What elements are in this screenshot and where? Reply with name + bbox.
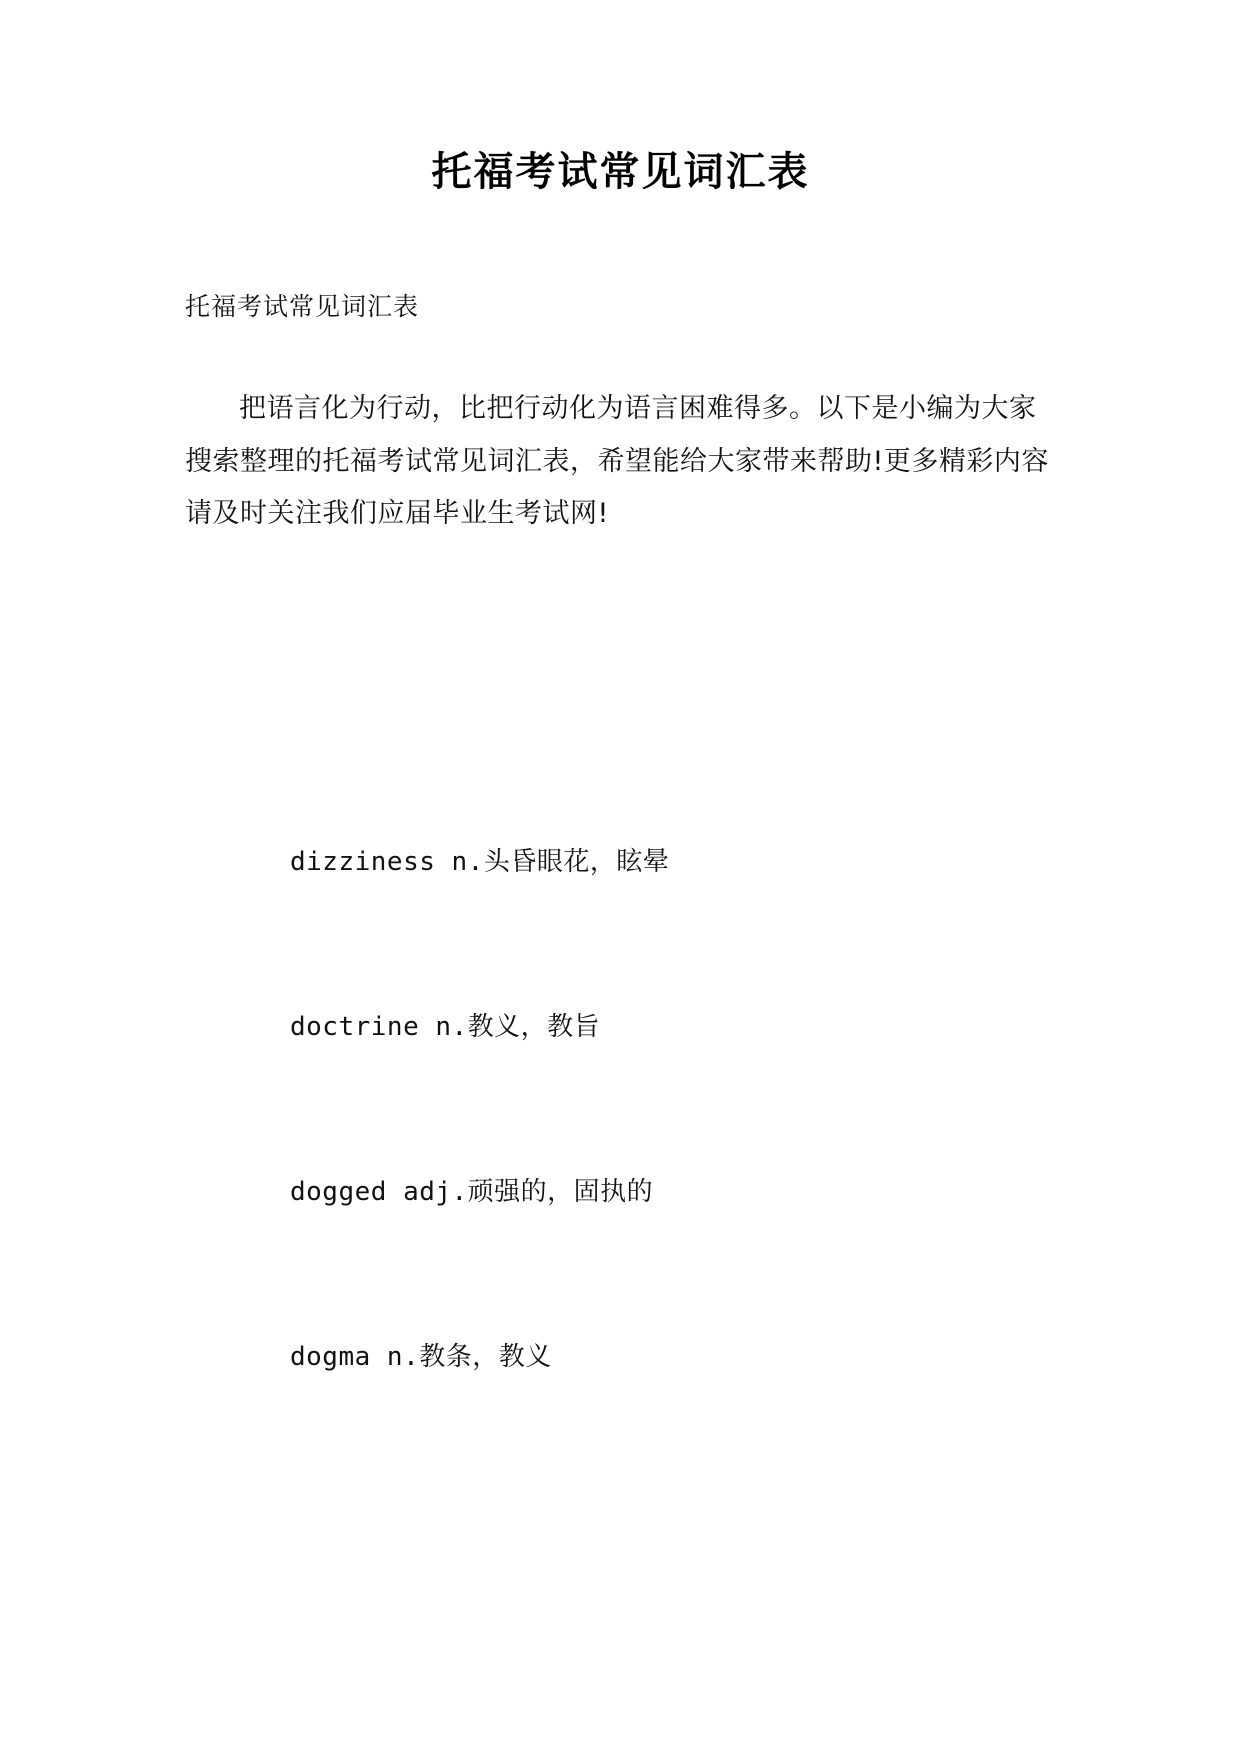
list-item: dogma n.教条，教义 — [290, 1341, 552, 1372]
page-title: 托福考试常见词汇表 — [431, 149, 810, 195]
list-item: dizziness n.头昏眼花，眩晕 — [290, 846, 670, 877]
list-item: dogged adj.顽强的，固执的 — [290, 1176, 654, 1207]
document-subtitle: 托福考试常见词汇表 — [185, 292, 420, 321]
list-item: doctrine n.教义，教旨 — [290, 1011, 601, 1042]
intro-paragraph: 把语言化为行动，比把行动化为语言困难得多。以下是小编为大家搜索整理的托福考试常见词汇表，希望能给大家带来帮助!更多精彩内容请及时关注我们应届毕业生考试网! — [185, 393, 1049, 530]
vocabulary-list — [185, 841, 1081, 1373]
document-body — [0, 287, 1241, 1373]
